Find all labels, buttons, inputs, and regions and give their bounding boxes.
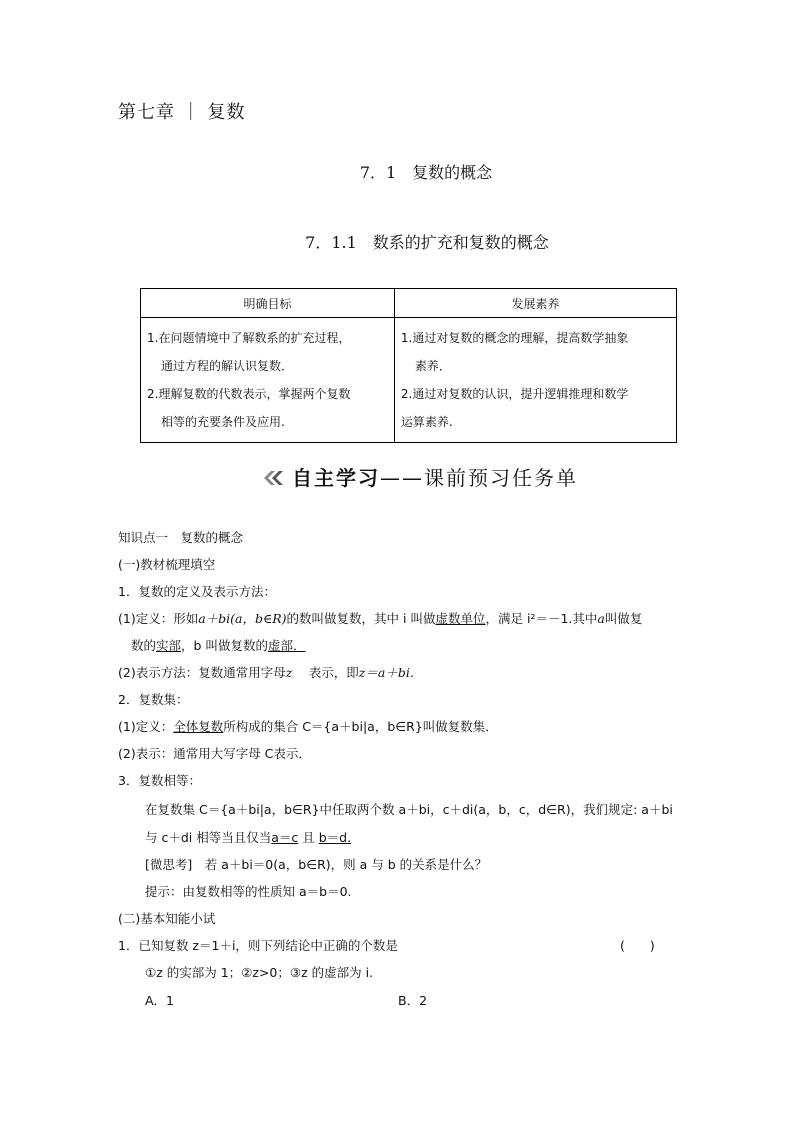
underlined-term: 虚部．: [267, 638, 306, 653]
definition-line: [131, 636, 305, 654]
text: 表示，即: [292, 665, 359, 680]
banner-rest: ——课前预习任务单: [380, 466, 578, 490]
underlined-term: a＝c: [271, 830, 299, 845]
goal-item: 通过方程的解认识复数．: [161, 359, 294, 373]
subsection-title: 7．1.1 数系的扩充和复数的概念: [305, 233, 549, 252]
literacy-item: 2.通过对复数的认识，提升逻辑推理和数学: [400, 387, 629, 401]
option-b: B．2: [398, 993, 428, 1008]
literacy-header: 发展素养: [394, 289, 676, 318]
part-heading: (二)基本知能小试: [118, 911, 216, 926]
formula: z: [285, 665, 293, 680]
text: 所构成的集合 C＝{a＋bi|a，b∈R}叫做复数集．: [223, 719, 498, 734]
text: (1)定义：: [118, 719, 174, 734]
goal-item: 1.在问题情境中了解数系的扩充过程，: [147, 331, 351, 345]
knowledge-point-title: 知识点一 复数的概念: [118, 530, 244, 545]
text: 数的: [131, 638, 157, 653]
chevron-logo-icon: [262, 469, 288, 487]
goals-cell: [141, 318, 395, 443]
goal-item: 相等的充要条件及应用.: [161, 415, 285, 429]
goals-header: 明确目标: [141, 289, 395, 318]
equality-line: 在复数集 C＝{a＋bi|a，b∈R}中任取两个数 a＋bi，c＋di(a，b，c，d∈R)，我们规定: a＋bi: [145, 802, 673, 817]
literacy-item: 1.通过对复数的概念的理解，提高数学抽象: [400, 331, 629, 345]
option-a: A．1: [145, 993, 175, 1008]
formula: a: [597, 611, 605, 626]
text: ，满足 i²＝－1.其中: [485, 611, 598, 626]
formula: a＋bi(a，b∈R): [198, 611, 287, 626]
text: 叫做复: [604, 611, 643, 626]
item-heading: 3．复数相等：: [118, 773, 201, 788]
question-statements: ①z 的实部为 1；②z>0；③z 的虚部为 i.: [145, 965, 374, 980]
goal-item: 2.理解复数的代数表示，掌握两个复数: [147, 387, 351, 401]
chapter-title: 第七章 ｜ 复数: [118, 102, 246, 123]
section-banner: [262, 462, 578, 491]
think-question: [微思考] 若 a＋bi＝0(a，b∈R)，则 a 与 b 的关系是什么？: [145, 857, 488, 872]
text: ，b 叫做复数的: [181, 638, 268, 653]
goals-table: [140, 288, 677, 443]
definition-line: [118, 717, 498, 735]
item-heading: 1．复数的定义及表示方法：: [118, 584, 276, 599]
equality-line: [145, 828, 351, 846]
text: 的数叫做复数，其中 i 叫做: [286, 611, 436, 626]
banner-bold: 自主学习: [292, 466, 380, 490]
text: (1)定义：形如: [118, 611, 199, 626]
part-heading: (一)教材梳理填空: [118, 557, 216, 572]
underlined-term: 虚数单位: [435, 611, 486, 626]
text: 且: [298, 830, 319, 845]
item-heading: 2．复数集：: [118, 692, 189, 707]
text: (2)表示方法：复数通常用字母: [118, 665, 286, 680]
underlined-term: b＝d.: [318, 830, 352, 845]
representation-line: (2)表示：通常用大写字母 C表示．: [118, 746, 311, 761]
formula: z＝a＋bi.: [358, 665, 414, 680]
literacy-item: 运算素养.: [400, 415, 453, 429]
underlined-term: 实部: [156, 638, 182, 653]
literacy-cell: [394, 318, 676, 443]
answer-blank: ( ): [620, 938, 655, 953]
representation-line: [118, 663, 414, 681]
definition-line: [118, 609, 642, 627]
text: 与 c＋di 相等当且仅当: [145, 830, 272, 845]
underlined-term: 全体复数: [173, 719, 224, 734]
question-stem: 1．已知复数 z＝1＋i，则下列结论中正确的个数是: [118, 938, 398, 953]
literacy-item: 素养．: [414, 359, 451, 373]
section-title: 7．1 复数的概念: [359, 163, 493, 182]
hint: 提示：由复数相等的性质知 a＝b＝0.: [145, 884, 352, 899]
